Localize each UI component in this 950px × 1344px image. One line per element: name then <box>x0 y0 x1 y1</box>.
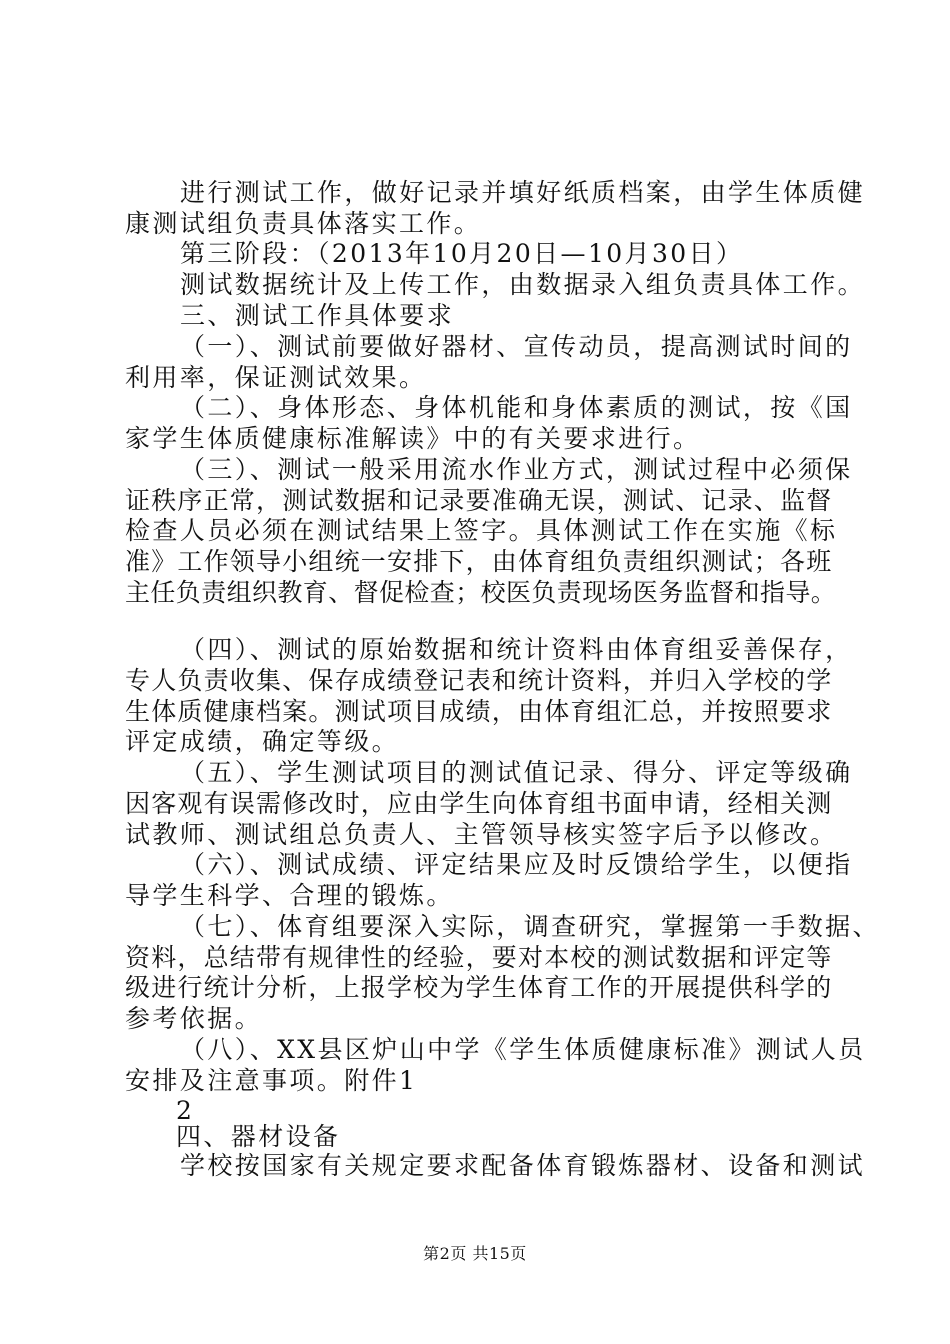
text-line: 主任负责组织教育、督促检查；校医负责现场医务监督和指导。 <box>125 578 837 607</box>
text-line: 准》工作领导小组统一安排下，由体育组负责组织测试；各班 <box>125 547 833 576</box>
text-line: 测试数据统计及上传工作，由数据录入组负责具体工作。 <box>180 270 866 299</box>
text-line: 级进行统计分析，上报学校为学生体育工作的开展提供科学的 <box>125 973 833 1002</box>
text-line: 第三阶段：（2013年10月20日—10月30日） <box>180 239 744 268</box>
text-line: 家学生体质健康标准解读》中的有关要求进行。 <box>125 424 701 453</box>
text-line: 导学生科学、合理的锻炼。 <box>125 881 454 910</box>
text-line: 参考依据。 <box>125 1004 263 1033</box>
section-heading: 四、器材设备 <box>176 1122 341 1151</box>
text-line: 资料，总结带有规律性的经验，要对本校的测试数据和评定等 <box>125 943 833 972</box>
text-line: （八）、XX县区炉山中学《学生体质健康标准》测试人员 <box>180 1035 866 1064</box>
page-number-inline: 2 <box>176 1096 195 1125</box>
text-line: 评定成绩，确定等级。 <box>125 727 400 756</box>
text-line: 进行测试工作，做好记录并填好纸质档案，由学生体质健 <box>180 178 866 207</box>
text-line: （三）、测试一般采用流水作业方式，测试过程中必须保 <box>180 455 853 484</box>
text-line: 专人负责收集、保存成绩登记表和统计资料，并归入学校的学 <box>125 666 833 695</box>
text-line: 检查人员必须在测试结果上签字。具体测试工作在实施《标 <box>125 516 838 545</box>
text-line: （七）、体育组要深入实际，调查研究，掌握第一手数据、 <box>180 912 880 941</box>
text-line: 安排及注意事项。附件1 <box>125 1066 418 1095</box>
text-line: 证秩序正常，测试数据和记录要准确无误，测试、记录、监督 <box>125 486 833 515</box>
text-line: 生体质健康档案。测试项目成绩，由体育组汇总，并按照要求 <box>125 697 833 726</box>
text-line: （六）、测试成绩、评定结果应及时反馈给学生，以便指 <box>180 850 853 879</box>
text-line: 利用率，保证测试效果。 <box>125 363 427 392</box>
text-line: 学校按国家有关规定要求配备体育锻炼器材、设备和测试 <box>180 1151 866 1180</box>
section-heading: 三、测试工作具体要求 <box>180 301 455 330</box>
text-line: 康测试组负责具体落实工作。 <box>125 209 482 238</box>
text-line: （五）、学生测试项目的测试值记录、得分、评定等级确 <box>180 758 853 787</box>
text-line: （一）、测试前要做好器材、宣传动员，提高测试时间的 <box>180 332 853 361</box>
text-line: （二）、身体形态、身体机能和身体素质的测试，按《国 <box>180 393 853 422</box>
page-footer: 第2页 共15页 <box>423 1244 527 1263</box>
text-line: 因客观有误需修改时，应由学生向体育组书面申请，经相关测 <box>125 789 833 818</box>
text-line: 试教师、测试组总负责人、主管领导核实签字后予以修改。 <box>125 820 838 849</box>
text-line: （四）、测试的原始数据和统计资料由体育组妥善保存， <box>180 635 853 664</box>
